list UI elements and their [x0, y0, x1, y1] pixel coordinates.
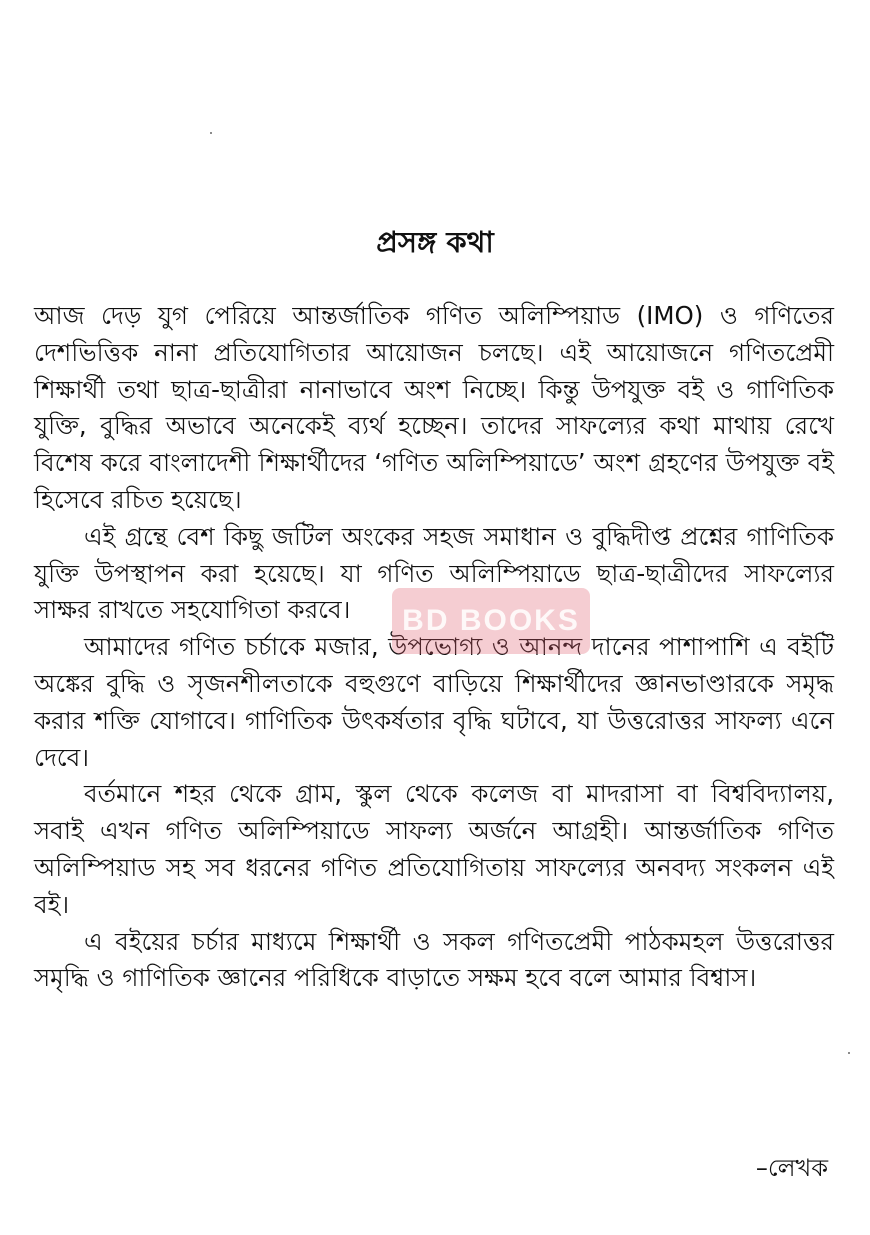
scan-speck — [848, 1052, 850, 1054]
scan-speck — [210, 132, 212, 134]
paragraph-2: এই গ্রন্থে বেশ কিছু জটিল অংকের সহজ সমাধান ও বুদ্ধিদীপ্ত প্রশ্নের গাণিতিক যুক্তি উপস্থাপন করা হয়েছে। যা গণিত অলিম্পিয়াডে ছাত্র-ছাত্রীদের সাফল্যের সাক্ষর রাখতে সহযোগিতা করবে। — [34, 521, 834, 625]
page-title: প্রসঙ্গ কথা — [376, 225, 494, 259]
paragraph-4: বর্তমানে শহর থেকে গ্রাম, স্কুল থেকে কলেজ বা মাদরাসা বা বিশ্ববিদ্যালয়, সবাই এখন গণিত অলিম্পিয়াডে সাফল্য অর্জনে আগ্রহী। আন্তর্জাতিক গণিত অলিম্পিয়াড সহ সব ধরনের গণিত প্রতিযোগিতায় সাফল্যের অনবদ্য সংকলন এই বই। — [34, 779, 834, 919]
watermark-text: BD BOOKS — [402, 604, 580, 637]
paragraph-3: আমাদের গণিত চর্চাকে মজার, উপভোগ্য ও আনন্দ দানের পাশাপাশি এ বইটি অঙ্কের বুদ্ধি ও সৃজনশীলতাকে বহুগুণে বাড়িয়ে শিক্ষার্থীদের জ্ঞানভাণ্ডারকে সমৃদ্ধ করার শক্তি যোগাবে। গাণিতিক উৎকর্ষতার বৃদ্ধি ঘটাবে, যা উত্তরোত্তর সাফল্য এনে দেবে। — [34, 632, 834, 772]
paragraph-5: এ বইয়ের চর্চার মাধ্যমে শিক্ষার্থী ও সকল গণিতপ্রেমী পাঠকমহল উত্তরোত্তর সমৃদ্ধি ও গাণিতিক জ্ঞানের পরিধিকে বাড়াতে সক্ষম হবে বলে আমার বিশ্বাস। — [34, 926, 834, 993]
paragraph-1: আজ দেড় যুগ পেরিয়ে আন্তর্জাতিক গণিত অলিম্পিয়াড (IMO) ও গণিতের দেশভিত্তিক নানা প্রতিযোগিতার আয়োজন চলছে। এই আয়োজনে গণিতপ্রেমী শিক্ষার্থী তথা ছাত্র-ছাত্রীরা নানাভাবে অংশ নিচ্ছে। কিন্তু উপযুক্ত বই ও গাণিতিক যুক্তি, বুদ্ধির অভাবে অনেকেই ব্যর্থ হচ্ছেন। তাদের সাফল্যের কথা মাথায় রেখে বিশেষ করে বাংলাদেশী শিক্ষার্থীদের ‘গণিত অলিম্পিয়াডে’ অংশ গ্রহণের উপযুক্ত বই হিসেবে রচিত হয়েছে। — [34, 301, 834, 514]
author-signature: –লেখক — [755, 1154, 828, 1182]
watermark-logo — [392, 588, 590, 654]
